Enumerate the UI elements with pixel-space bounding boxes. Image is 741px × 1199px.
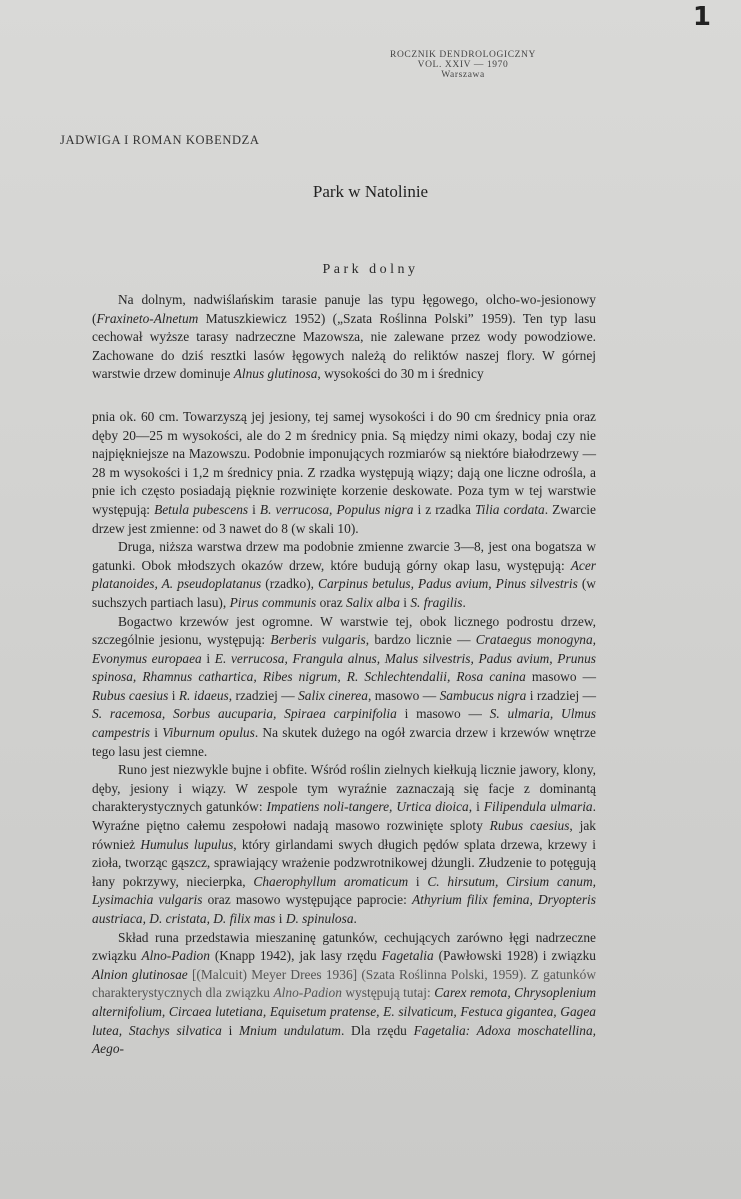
text-span: i [399,594,411,610]
species-name: Alno-Padion [273,985,342,1001]
species-name: Alnus glutinosa [233,366,318,382]
paragraph-3 [92,538,596,612]
text-span: (Knapp 1942), jak lasy rzędu [209,948,382,964]
text-span: , bardzo licznie — [365,632,476,648]
species-name: Salix alba [346,594,400,610]
species-name: Acer platanoides, A. pseudoplatanus [92,557,596,592]
text-span: . Dla rzędu [340,1022,414,1038]
species-name: Humulus lupulus [140,836,234,852]
article-authors: JADWIGA I ROMAN KOBENDZA [60,133,260,147]
text-span: i [201,650,215,666]
species-name: Filipendula ulmaria [483,799,593,815]
text-span: . Na skutek dużego na ogół zwarcia drzew i krzewów wnętrze tego lasu jest ciemne. [92,725,596,759]
text-span: Skład runa przedstawia mieszaninę gatunków, cechujących zarówno łęgi nadrzeczne związku [92,929,596,964]
species-name: E. verrucosa, Frangula alnus, Malus silvestris, Padus avium, Prunus spinosa, Rhamnus cathartica, Ribes nigrum, R. Schlechtendalii, Rosa canina [92,650,596,685]
text-span: , który girlandami swych długich pędów splata drzewa, krzewy i zioła, tworząc gąszcz, sprawiający wrażenie podzwrotnikowej dżungli. Złudzenie to potęgują łany pokrzywy, niecierpka, [92,836,596,889]
species-name: Carpinus betulus, Padus avium, Pinus silvestris [318,576,578,592]
species-name: Sambucus nigra [439,687,527,703]
species-name: S. ulmaria, Ulmus campestris [92,706,596,741]
text-span: . [462,594,466,610]
species-name: S. fragilis [410,594,463,610]
text-span: występują tutaj: [341,985,435,1001]
species-name: Fraxineto-Alnetum [96,310,199,326]
text-span: i rzadziej — [526,687,597,703]
paragraph-5 [92,761,596,928]
text-span: i [168,687,179,703]
text-span: Matuszkiewicz 1952) („Szata Roślinna Polski” 1959). Ten typ lasu cechował wyższe tarasy nadrzeczne Mazowsza, nie zalewane przez wody powodziowe. Zachowane do dziś resztki lasów łęgowych należą do reliktów naszej flory. W górnej warstwie drzew dominuje [92,310,596,382]
paragraph-2 [92,408,596,538]
species-name: Crataegus monogyna, Evonymus europaea [92,632,597,666]
article-title: Park w Natolinie [312,182,429,201]
text-span: i [248,501,260,517]
species-name: Salix cinerea [298,687,368,703]
species-name: B. verrucosa, Populus nigra [259,501,414,517]
text-span: , i [468,799,484,815]
species-name: Pirus communis [229,594,317,610]
scan-gap [92,384,596,408]
species-name: Athyrium filix femina, Dryopteris austriaca, D. cristata, D. filix mas [92,892,596,926]
text-span: Na dolnym, nadwiślańskim tarasie panuje las typu łęgowego, olcho-wo-jesionowy ( [92,292,596,326]
species-name: S. racemosa, Sorbus aucuparia, Spiraea carpinifolia [92,706,397,722]
paragraph-4 [92,613,596,762]
species-name: Viburnum opulus [162,725,255,741]
text-span: i [150,725,163,741]
text-span: . Wyraźne piętno całemu zespołowi nadają masowo rozwinięte sploty [92,799,596,834]
text-span: , rzadziej — [228,687,299,703]
species-name: Mnium undulatum [239,1022,341,1038]
text-span: , wysokości do 30 m i średnicy [317,366,484,382]
species-name: Alno-Padion [141,948,210,964]
species-name: Alnion glutinosae [92,966,188,982]
journal-header [368,50,558,80]
text-span: (w suchszych partiach lasu), [92,576,596,610]
species-name: Tilia cordata [474,501,545,517]
text-span: Runo jest niezwykle bujne i obfite. Wśród roślin zielnych kiełkują licznie jawory, klony, dęby, jesiony i wiązy. W zespole tym wyraźnie zaznaczają się facje z dominantą charakterystycznych gatunków: [92,762,596,815]
text-span: oraz [316,594,346,610]
species-name: Carex remota, Chrysoplenium alternifolium, Circaea lutetiana, Equisetum pratense, E. silvaticum, Festuca gigantea, Gagea lutea, Stachys silvatica [92,985,596,1038]
species-name: Rubus caesius [92,687,169,703]
text-span: i [408,873,428,889]
text-span: (rzadko), [261,576,319,592]
species-name: Rubus caesius [489,818,570,834]
text-span: i masowo — [396,706,490,722]
species-name: Fagetalia [381,948,434,964]
text-span: pnia ok. 60 cm. Towarzyszą jej jesiony, tej samej wysokości i do 90 cm średnicy pnia oraz dęby 20—25 m wysokości, ale do 2 m średnicy pnia. Są między nimi okazy, bodaj czy nie najpiękniejsze na Mazowszu. Podobnie imponujących rozmiarów są niektóre białodrzewy — 28 m wysokości i 1,2 m średnicy pnia. Z rzadka występują wiązy; dają one liczne odrośla, a pnie ich często posiadają pięknie rozwinięte korzenie deskowate. Poza tym w tej warstwie występują: [92,408,596,517]
text-span: i [275,911,286,926]
text-span: . [353,911,357,926]
text-span: masowo — [525,669,597,685]
journal-volume: VOL. XXIV — 1970 [417,60,509,70]
text-span: [(Malcuit) Meyer Drees 1936] (Szata Roślinna Polski, 1959). Z gatunków charakterystycznych dla związku [92,966,596,1001]
text-span: Druga, niższa warstwa drzew ma podobnie zmienne zwarcie 3—8, jest ona bogatsza w gatunki. Obok młodszych okazów drzew, które budują górny okap lasu, występują: [92,539,596,573]
text-span: i [221,1022,240,1038]
species-name: Berberis vulgaris [270,632,366,648]
species-name: Impatiens noli-tangere, Urtica dioica [266,799,469,815]
journal-name: ROCZNIK DENDROLOGICZNY [390,50,536,60]
species-name: D. spinulosa [285,911,354,926]
species-name: R. idaeus [178,687,229,703]
species-name: Fagetalia: Adoxa moschatellina, Aego- [92,1022,596,1057]
text-span: (Pawłowski 1928) i związku [433,948,596,964]
journal-city: Warszawa [441,70,485,80]
article-body [92,291,596,1059]
species-name: C. hirsutum, Cirsium canum, Lysimachia vulgaris [92,873,597,908]
text-span: i z rzadka [413,501,475,517]
section-heading: Park dolny [322,262,419,277]
text-span: oraz masowo występujące paprocie: [202,892,412,908]
text-span: , jak również [92,818,596,852]
page-number: 1 [692,2,711,32]
paragraph-1 [92,291,596,384]
text-span: Bogactwo krzewów jest ogromne. W warstwie tej, obok licznego podrostu drzew, szczególnie jesionu, występują: [92,613,596,648]
species-name: Chaerophyllum aromaticum [253,873,409,889]
text-span: , masowo — [367,687,440,703]
text-span: . Zwarcie drzew jest zmienne: od 3 nawet do 8 (w skali 10). [92,501,596,536]
paragraph-6 [92,929,596,1059]
species-name: Betula pubescens [154,501,249,517]
